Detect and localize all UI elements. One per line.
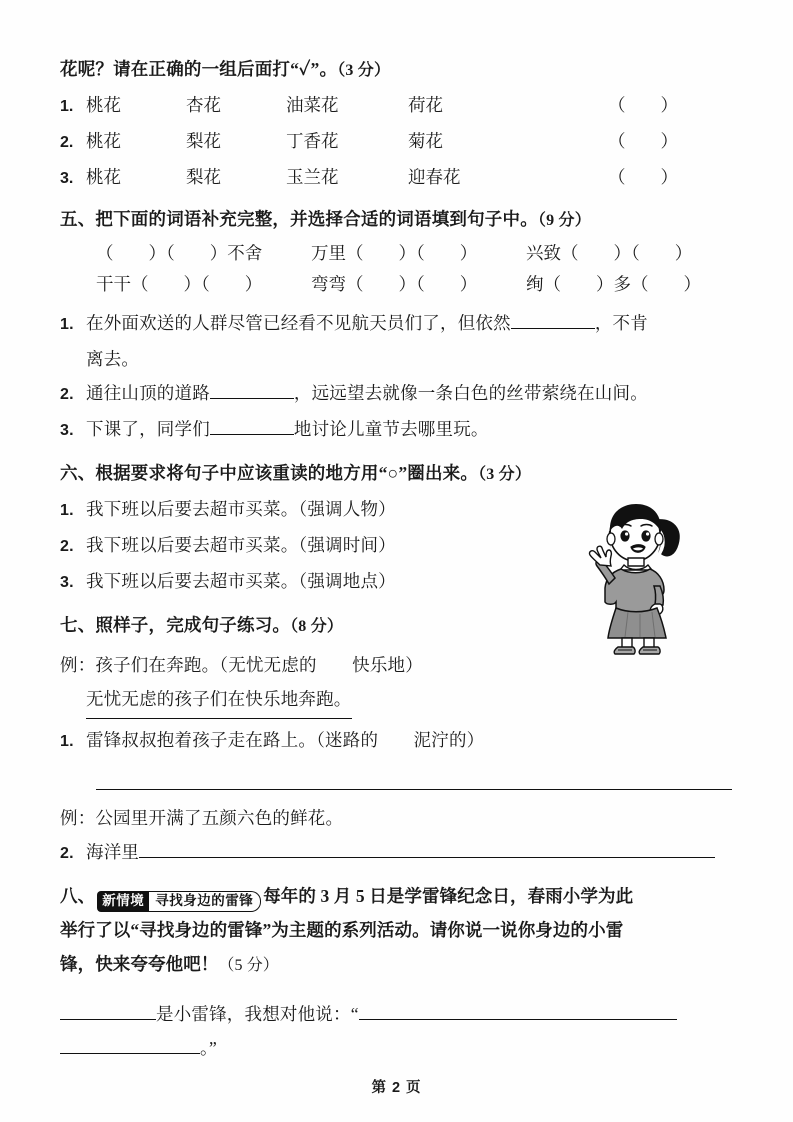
section-five-item-1 (60, 306, 732, 342)
section-eight-prefix: 八、 (60, 886, 96, 906)
section-six-heading (60, 456, 732, 492)
item-text-part2: 地讨论儿童节去哪里玩。 (293, 419, 489, 439)
item-number: 3. (60, 422, 74, 439)
flower-c: 油菜花 (286, 95, 339, 115)
item-text-part1: 下课了，同学们 (86, 419, 210, 439)
answer-mid-text: 是小雷锋，我想对他说：“ (156, 1004, 359, 1024)
flower-d: 荷花 (408, 95, 443, 115)
new-scenario-badge (97, 891, 261, 912)
section-seven-heading-text: 七、照样子，完成句子练习。 (60, 615, 291, 635)
answer-parenthesis[interactable]: （ ） (608, 95, 678, 115)
section-seven-item-2 (60, 835, 732, 871)
section-seven-example-1-answer (60, 682, 732, 719)
example-label: 例： (60, 808, 96, 828)
item-number: 2. (60, 538, 74, 555)
section-eight-text-line3: 锋，快来夸夸他吧！ (60, 954, 219, 974)
flower-b: 梨花 (186, 167, 221, 187)
section-eight-score: （5 分） (218, 957, 279, 974)
flower-d: 菊花 (408, 131, 443, 151)
section-five-heading-text: 五、把下面的词语补充完整，并选择合适的词语填到句子中。 (60, 209, 538, 229)
section-eight-text-line2: 举行了以“寻找身边的雷锋”为主题的系列活动。请你说一说你身边的小雷 (60, 920, 624, 940)
section-seven-item-1 (60, 723, 732, 759)
item-number: 1. (60, 502, 74, 519)
page-footer (0, 1076, 793, 1097)
flower-b: 梨花 (186, 131, 221, 151)
row-number: 2. (60, 134, 74, 151)
answer-end-text: 。” (200, 1038, 217, 1058)
item-text: 我下班以后要去超市买菜。（强调地点） (86, 571, 396, 591)
section-five-heading (60, 202, 732, 238)
item-text-line2: 离去。 (86, 349, 140, 369)
example-answer-text: 无忧无虑的孩子们在快乐地奔跑。 (86, 682, 352, 719)
item-text-part1: 通往山顶的道路 (86, 383, 210, 403)
answer-space (60, 759, 732, 789)
cartoon-girl-illustration (578, 498, 718, 656)
page-number-label: 第 2 页 (371, 1080, 422, 1096)
idiom-blank-6[interactable]: 绚（ ）多（ ） (526, 274, 701, 294)
item-text: 我下班以后要去超市买菜。（强调人物） (86, 499, 396, 519)
section-eight-line-2 (60, 913, 732, 947)
answer-blank-speech[interactable] (359, 1002, 677, 1020)
item-number: 1. (60, 316, 74, 333)
badge-dark-label: 新情境 (97, 891, 149, 912)
flower-c: 丁香花 (286, 131, 339, 151)
section-eight-answer-line-1 (60, 997, 732, 1031)
answer-rule[interactable] (96, 789, 732, 790)
section-five-score: （9 分） (537, 212, 591, 229)
section-four-score: （3 分） (337, 62, 391, 79)
flower-option-row[interactable] (60, 160, 732, 196)
flower-d: 迎春花 (408, 167, 461, 187)
flower-a: 桃花 (86, 131, 121, 151)
answer-blank-name[interactable] (60, 1002, 156, 1020)
answer-blank[interactable] (139, 840, 715, 858)
badge-light-label: 寻找身边的雷锋 (149, 891, 261, 912)
item-number: 2. (60, 386, 74, 403)
row-number: 1. (60, 98, 74, 115)
item-text: 海洋里 (86, 842, 140, 862)
example-text: 公园里开满了五颜六色的鲜花。 (95, 808, 344, 828)
section-four-prompt-text: 花呢？请在正确的一组后面打“✓”。 (60, 59, 338, 79)
idiom-row-2[interactable] (60, 269, 732, 300)
answer-blank[interactable] (210, 417, 294, 435)
answer-parenthesis[interactable]: （ ） (608, 131, 678, 151)
flower-b: 杏花 (186, 95, 221, 115)
item-text-part2: ，不肯 (594, 313, 648, 333)
answer-blank-speech-cont[interactable] (60, 1036, 200, 1054)
item-text: 雷锋叔叔抱着孩子走在路上。（迷路的 泥泞的） (86, 730, 485, 750)
example-text: 孩子们在奔跑。（无忧无虑的 快乐地） (95, 655, 423, 675)
idiom-row-1[interactable] (60, 238, 732, 269)
answer-blank[interactable] (210, 381, 294, 399)
section-eight-line-3 (60, 947, 732, 983)
section-eight-line-1 (60, 879, 732, 913)
item-number: 2. (60, 845, 74, 862)
example-label: 例： (60, 655, 96, 675)
section-five-item-3 (60, 412, 732, 448)
flower-a: 桃花 (86, 167, 121, 187)
section-four-prompt (60, 52, 732, 88)
item-text-part2: ，远远望去就像一条白色的丝带萦绕在山间。 (293, 383, 648, 403)
section-eight-answer-line-2 (60, 1031, 732, 1065)
section-six-heading-text: 六、根据要求将句子中应该重读的地方用“○”圈出来。 (60, 463, 479, 483)
flower-option-row[interactable] (60, 88, 732, 124)
idiom-blank-3[interactable]: 兴致（ ）（ ） (526, 243, 693, 263)
item-number: 1. (60, 733, 74, 750)
idiom-blank-4[interactable]: 干干（ ）（ ） (96, 274, 263, 294)
section-seven-example-2 (60, 801, 732, 835)
section-six-score: （3 分） (478, 466, 532, 483)
flower-c: 玉兰花 (286, 167, 339, 187)
item-number: 3. (60, 574, 74, 591)
idiom-blank-1[interactable]: （ ）（ ）不舍 (96, 243, 263, 263)
section-five-item-2 (60, 376, 732, 412)
flower-option-row[interactable] (60, 124, 732, 160)
section-five-item-1-line2 (60, 342, 732, 376)
item-text: 我下班以后要去超市买菜。（强调时间） (86, 535, 396, 555)
item-text-part1: 在外面欢送的人群尽管已经看不见航天员们了，但依然 (86, 313, 511, 333)
section-seven-score: （8 分） (290, 618, 344, 635)
answer-parenthesis[interactable]: （ ） (608, 167, 678, 187)
idiom-blank-5[interactable]: 弯弯（ ）（ ） (311, 274, 478, 294)
row-number: 3. (60, 170, 74, 187)
idiom-blank-2[interactable]: 万里（ ）（ ） (311, 243, 478, 263)
section-eight-text-line1: 每年的 3 月 5 日是学雷锋纪念日，春雨小学为此 (263, 886, 634, 906)
flower-a: 桃花 (86, 95, 121, 115)
answer-blank[interactable] (511, 311, 595, 329)
